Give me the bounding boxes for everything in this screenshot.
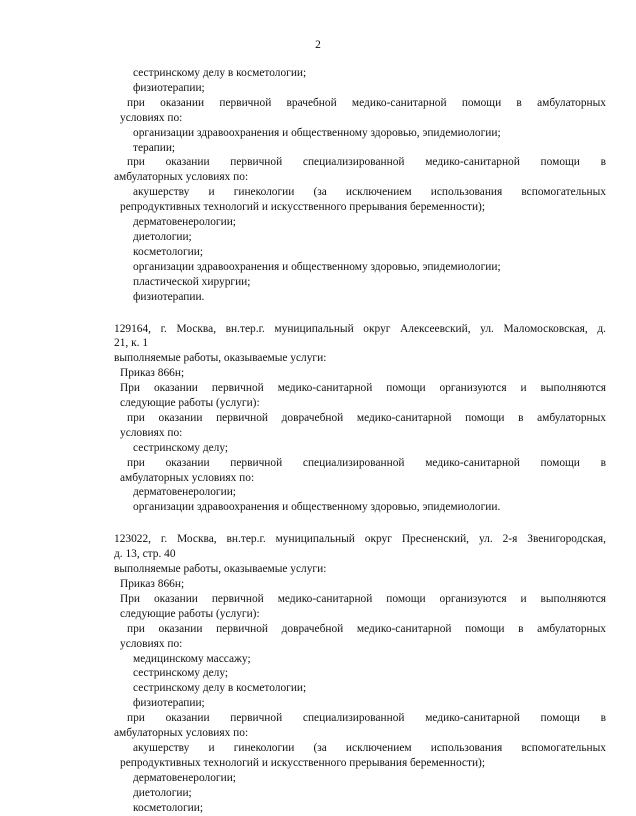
paragraph-line: акушерству и гинекологии (за исключением использования вспомогательных <box>133 186 606 199</box>
list-item: диетологии; <box>133 786 192 799</box>
order-line: Приказ 866н; <box>120 367 185 380</box>
section-heading: выполняемые работы, оказываемые услуги: <box>114 563 327 576</box>
list-item: дерматовенерологии; <box>133 771 236 784</box>
paragraph-line: репродуктивных технологий и искусственного прерывания беременности); <box>120 201 486 214</box>
list-item: пластической хирургии; <box>133 275 251 288</box>
list-item: сестринскому делу в косметологии; <box>133 682 307 695</box>
paragraph-line: условиях по: <box>120 637 183 650</box>
list-item: физиотерапии; <box>133 81 205 94</box>
paragraph-line: При оказании первичной медико-санитарной помощи организуются и выполняются <box>120 382 606 395</box>
list-item: сестринскому делу; <box>133 441 229 454</box>
list-item: сестринскому делу; <box>133 667 229 680</box>
list-item: косметологии; <box>133 801 204 814</box>
paragraph-line: при оказании первичной специализированной медико-санитарной помощи в <box>127 456 606 469</box>
paragraph-line: амбулаторных условиях по: <box>114 727 249 740</box>
list-item: физиотерапии; <box>133 697 205 710</box>
address-line: 21, к. 1 <box>114 337 149 350</box>
spacer <box>114 515 606 532</box>
paragraph-line: следующие работы (услуги): <box>120 607 260 620</box>
paragraph-line: при оказании первичной специализированной медико-санитарной помощи в <box>127 156 606 169</box>
paragraph-line: акушерству и гинекологии (за исключением использования вспомогательных <box>133 741 606 754</box>
paragraph-line: при оказании первичной специализированной медико-санитарной помощи в <box>127 712 606 725</box>
paragraph-line: при оказании первичной доврачебной медико-санитарной помощи в амбулаторных <box>127 411 606 424</box>
list-item: дерматовенерологии; <box>133 486 236 499</box>
document-body <box>114 66 606 816</box>
list-item: организации здравоохранения и общественному здоровью, эпидемиологии; <box>133 260 501 273</box>
paragraph-line: следующие работы (услуги): <box>120 397 260 410</box>
section-address-presnensky <box>114 532 606 815</box>
address-line: 129164, г. Москва, вн.тер.г. муниципальный округ Алексеевский, ул. Маломосковская, д. <box>114 322 606 335</box>
paragraph-line: репродуктивных технологий и искусственного прерывания беременности); <box>120 756 486 769</box>
list-item: дерматовенерологии; <box>133 216 236 229</box>
paragraph-line: условиях по: <box>120 426 183 439</box>
list-item: медицинскому массажу; <box>133 652 251 665</box>
address-line: 123022, г. Москва, вн.тер.г. муниципальный округ Пресненский, ул. 2-я Звенигородская, <box>114 533 606 546</box>
page-number: 2 <box>315 39 321 51</box>
section-address-alekseevsky <box>114 322 606 516</box>
paragraph-line: амбулаторных условиях по: <box>114 171 249 184</box>
paragraph-line: при оказании первичной врачебной медико-санитарной помощи в амбулаторных <box>127 96 606 109</box>
spacer <box>114 305 606 322</box>
address-line: д. 13, стр. 40 <box>114 548 176 561</box>
paragraph-line: амбулаторных условиях по: <box>120 471 255 484</box>
paragraph-line: При оказании первичной медико-санитарной помощи организуются и выполняются <box>120 592 606 605</box>
list-item: физиотерапии. <box>133 290 205 303</box>
order-line: Приказ 866н; <box>120 578 185 590</box>
list-item: сестринскому делу в косметологии; <box>133 67 307 79</box>
list-item: косметологии; <box>133 245 204 258</box>
list-item: организации здравоохранения и общественному здоровью, эпидемиологии; <box>133 126 501 139</box>
list-item: терапии; <box>133 141 176 154</box>
section-heading: выполняемые работы, оказываемые услуги: <box>114 352 327 365</box>
section-continuation <box>114 66 606 305</box>
list-item: организации здравоохранения и общественному здоровью, эпидемиологии. <box>133 501 501 514</box>
paragraph-line: условиях по: <box>120 111 183 124</box>
list-item: диетологии; <box>133 230 192 243</box>
paragraph-line: при оказании первичной доврачебной медико-санитарной помощи в амбулаторных <box>127 622 606 635</box>
